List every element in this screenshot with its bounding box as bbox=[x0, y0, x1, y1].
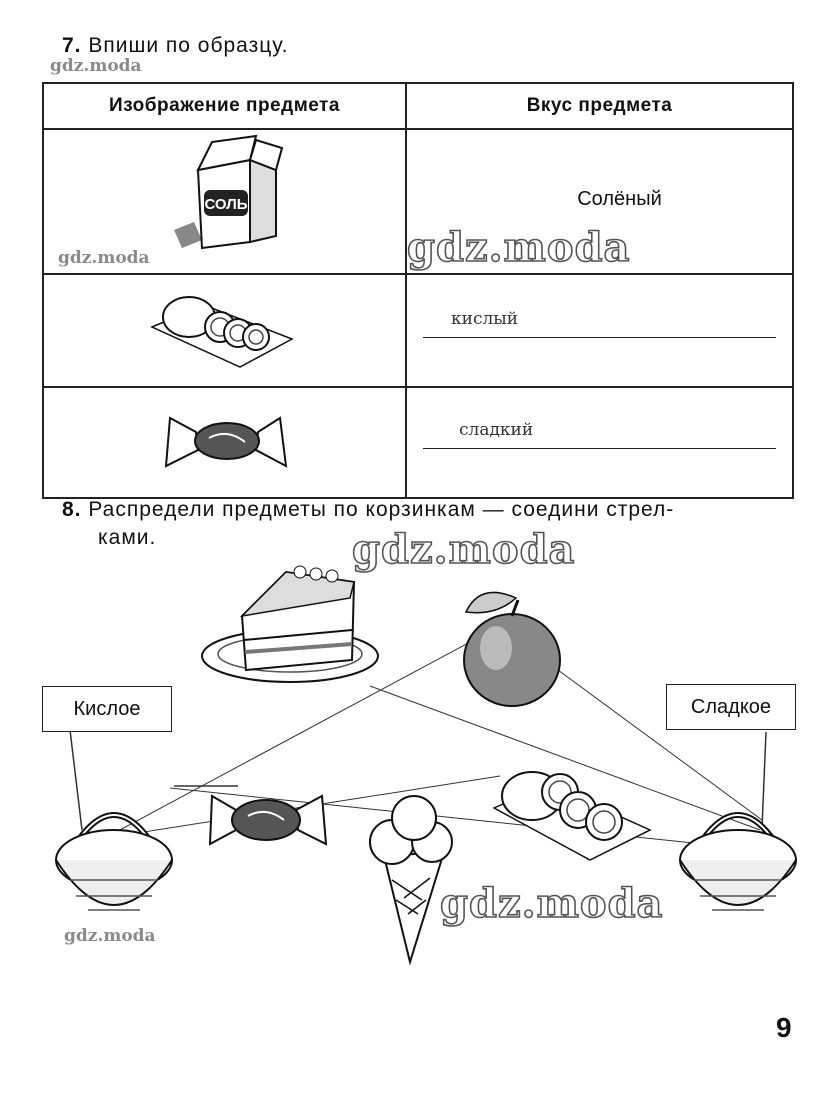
task8-number: 8. bbox=[62, 498, 82, 521]
image-cell-candy bbox=[43, 387, 406, 498]
header-taste: Вкус предмета bbox=[406, 83, 793, 129]
image-cell-salt bbox=[43, 129, 406, 274]
lemon-illustration bbox=[44, 275, 405, 381]
task7-number: 7. bbox=[62, 34, 82, 57]
task7-text: Впиши по образцу. bbox=[88, 34, 289, 57]
table-row bbox=[43, 274, 793, 387]
cake-illustration bbox=[202, 566, 378, 682]
taste-salty: Солёный bbox=[577, 188, 662, 210]
label-sour: Кислое bbox=[42, 686, 172, 732]
watermark-small: gdz.moda bbox=[58, 248, 150, 268]
basket-right-illustration bbox=[680, 815, 796, 910]
connector-line bbox=[762, 732, 766, 828]
basket-left-illustration bbox=[56, 815, 172, 910]
taste-cell-candy bbox=[406, 387, 793, 498]
watermark-small: gdz.moda bbox=[64, 926, 156, 946]
watermark-big: gdz.moda bbox=[352, 526, 576, 573]
header-image: Изображение предмета bbox=[43, 83, 406, 129]
lemon-illustration bbox=[494, 772, 650, 860]
watermark-small: gdz.moda bbox=[50, 56, 142, 76]
ice-cream-illustration bbox=[370, 796, 452, 962]
task7-title bbox=[62, 34, 288, 58]
candy-illustration bbox=[44, 388, 405, 492]
task8-text-line1: Распредели предметы по корзинкам — соедини стрел- bbox=[88, 498, 675, 521]
watermark-big: gdz.moda bbox=[407, 224, 631, 271]
task8-title bbox=[62, 498, 802, 522]
task8-text-line2: ками. bbox=[98, 526, 157, 549]
taste-cell-lemon bbox=[406, 274, 793, 387]
label-sweet: Сладкое bbox=[666, 684, 796, 730]
answer-line bbox=[423, 448, 776, 449]
salt-box-text: СОЛЬ bbox=[204, 196, 248, 213]
taste-table bbox=[42, 82, 794, 499]
table-row bbox=[43, 129, 793, 274]
taste-cell-salt bbox=[406, 129, 793, 274]
connector-line bbox=[70, 730, 82, 830]
taste-sour: кислый bbox=[451, 309, 519, 329]
image-cell-lemon bbox=[43, 274, 406, 387]
answer-line bbox=[423, 337, 776, 338]
watermark-big: gdz.moda bbox=[440, 880, 664, 927]
page-number: 9 bbox=[776, 1012, 792, 1043]
table-row bbox=[43, 387, 793, 498]
apple-illustration bbox=[464, 592, 560, 706]
candy-illustration bbox=[210, 796, 326, 844]
taste-sweet: сладкий bbox=[459, 420, 534, 440]
